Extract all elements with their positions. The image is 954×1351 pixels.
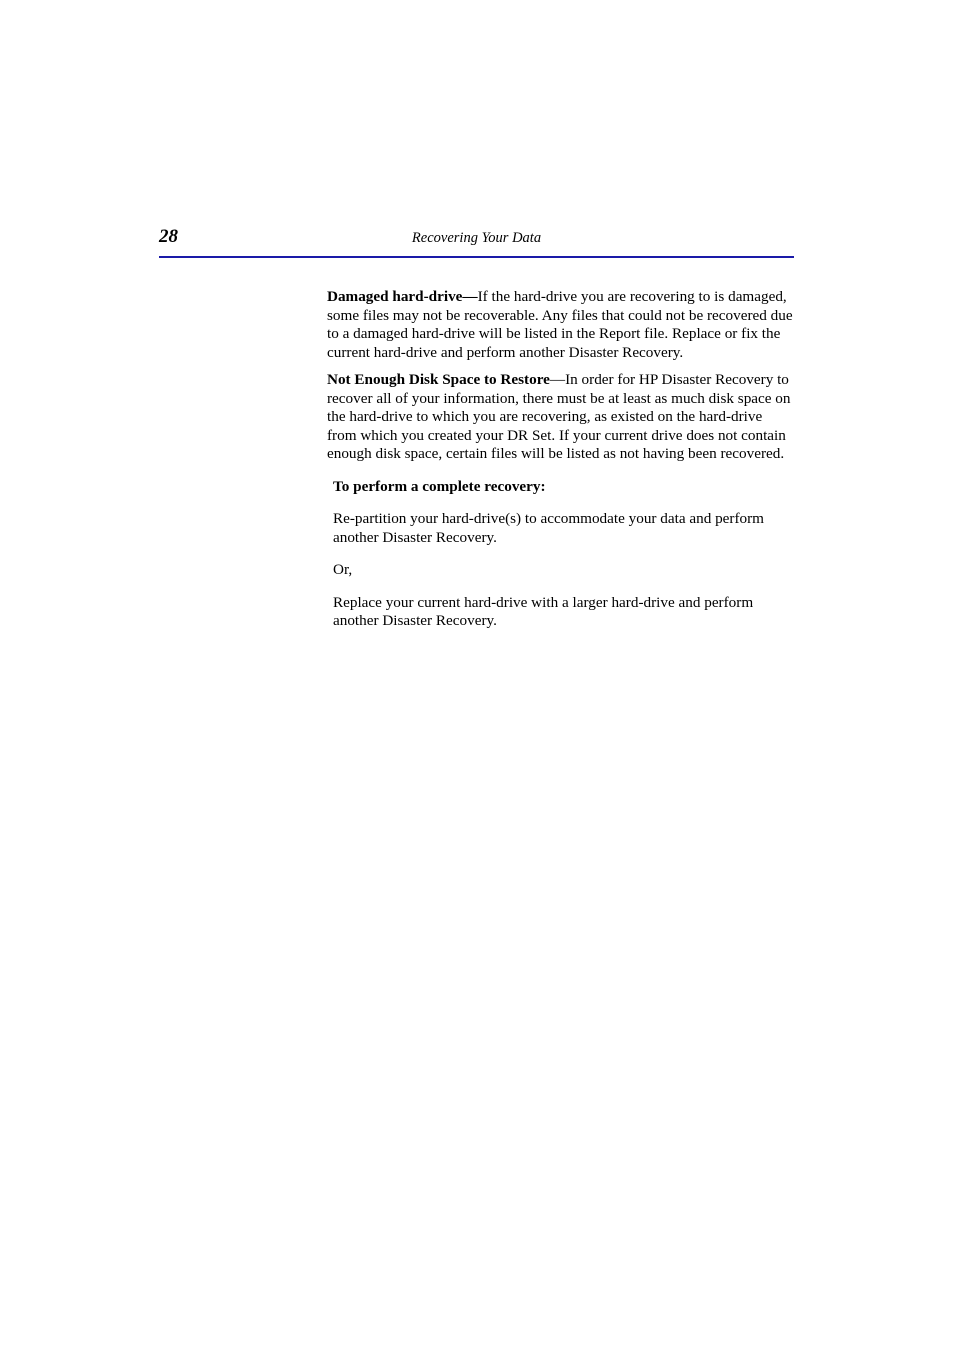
procedure-step-replace: Replace your current hard-drive with a larger hard-drive and perform another Disaster Recovery. [333, 593, 754, 629]
procedure-step-repartition: Re-partition your hard-drive(s) to accommodate your data and perform another Disaster Recovery. [333, 510, 764, 546]
running-title: Recovering Your Data [411, 230, 542, 246]
header-rule [159, 256, 794, 258]
disk-space-paragraph [327, 371, 793, 464]
procedure-or: Or, [333, 561, 353, 578]
disk-space-term: Not Enough Disk Space to Restore [327, 371, 550, 388]
page-header [159, 224, 794, 258]
procedure-heading: To perform a complete recovery: [333, 477, 546, 495]
main-content [327, 288, 793, 645]
procedure-block [333, 478, 793, 631]
page-number: 28 [159, 226, 178, 247]
damaged-drive-paragraph [327, 288, 793, 362]
damaged-drive-term: Damaged hard-drive— [327, 288, 478, 305]
disk-space-text: —In order for HP Disaster Recovery to recover all of your information, there must be at least as much disk space on the hard-drive to which you are recovering, as existed on the hard-drive from which you created your DR Set. If your current drive does not contain enough disk space, certain files will be listed as not having been recovered. [327, 371, 791, 462]
damaged-drive-text: If the hard-drive you are recovering to is damaged, some files may not be recoverable. Any files that could not be recovered due to a damaged hard-drive will be listed in the Report file. Replace or fix the current hard-drive and perform another Disaster Recovery. [327, 288, 793, 361]
